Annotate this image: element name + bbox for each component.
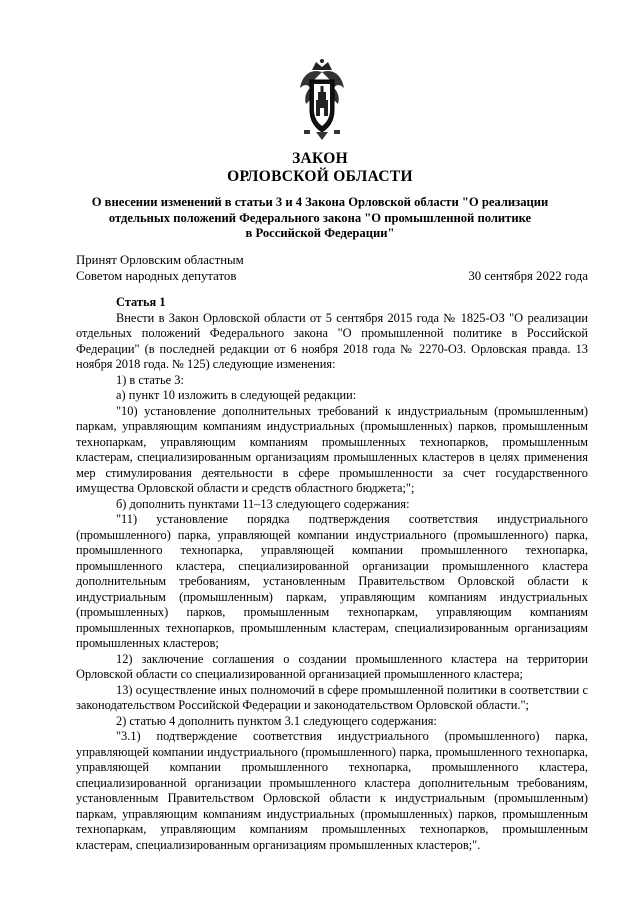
paragraph: 13) осуществление иных полномочий в сфере промышленной политики в соответствии с законодательством Российской Федерации и законодательством Орловской области."; — [76, 682, 588, 712]
coat-of-arms-emblem — [298, 58, 346, 142]
subject-line: в Российской Федерации" — [245, 226, 395, 240]
adoption-date: 30 сентября 2022 года — [468, 269, 588, 283]
paragraph: а) пункт 10 изложить в следующей редакции: — [116, 388, 357, 402]
paragraph: "3.1) подтверждение соответствия индустриального (промышленного) парка, управляющей компании индустриального (промышленного) парка, промышленного технопарка, управляющей компании промышленного технопарка, промышленного кластера, специализированной организации промышленного кластера дополнительным требованиям, установленным Правительством Орловской области к индустриальным (промышленным) паркам, управляющим компаниям индустриальных (промышленных) парков, промышленным технопаркам, управляющим компаниям промышленных технопарков, промышленным кластерам, специализированным организациям промышленных кластеров;". — [76, 729, 588, 852]
law-body — [76, 295, 588, 853]
law-subject — [80, 195, 560, 242]
law-title: ЗАКОН — [292, 150, 348, 167]
paragraph: 2) статью 4 дополнить пунктом 3.1 следующего содержания: — [116, 713, 437, 728]
subject-line: О внесении изменений в статьи 3 и 4 Закона Орловской области "О реализации — [91, 195, 549, 209]
paragraph: 12) заключение соглашения о создании промышленного кластера на территории Орловской области со специализированной организацией промышленного кластера; — [76, 651, 588, 681]
paragraph: "11) установление порядка подтверждения соответствия индустриального (промышленного) парка, управляющей компании индустриального (промышленного) парка, промышленного технопарка, управляющей компании промышленного технопарка, промышленного кластера, специализированной организации промышленного кластера дополнительным требованиям, установленным Правительством Орловской области к индустриальным (промышленным) паркам, управляющим компаниям индустриальных (промышленных) парков, промышленным технопаркам, управляющим компаниям промышленных технопарков, промышленным кластерам, специализированным организациям промышленных кластеров; — [76, 512, 588, 650]
adoption-authority — [76, 252, 316, 284]
article-heading: Статья 1 — [116, 295, 166, 309]
subject-line: отдельных положений Федерального закона "О промышленной политике — [108, 210, 532, 225]
paragraph: Внести в Закон Орловской области от 5 сентября 2015 года № 1825-ОЗ "О реализации отдельных положений Федерального закона "О промышленной политике в Российской Федерации" (в последней редакции от 6 ноября 2018 года № 2270-ОЗ. Орловская правда. 13 ноября 2018 года. № 125) следующие изменения: — [76, 310, 588, 371]
paragraph: "10) установление дополнительных требований к индустриальным (промышленным) паркам, управляющим компаниям индустриальных (промышленных) парков, промышленным технопаркам, управляющим компаниям промышленных технопарков, промышленным кластерам, специализированным организациям промышленных кластеров в целях применения мер стимулирования деятельности в сфере промышленности за счет государственного имущества Орловской области и средств областного бюджета;"; — [76, 403, 588, 495]
adoption-line: Принят Орловским областным — [76, 253, 244, 267]
paragraph: б) дополнить пунктами 11–13 следующего содержания: — [116, 496, 410, 511]
paragraph: 1) в статье 3: — [116, 372, 184, 387]
adoption-line: Советом народных депутатов — [76, 269, 237, 283]
law-region-title: ОРЛОВСКОЙ ОБЛАСТИ — [227, 168, 413, 185]
